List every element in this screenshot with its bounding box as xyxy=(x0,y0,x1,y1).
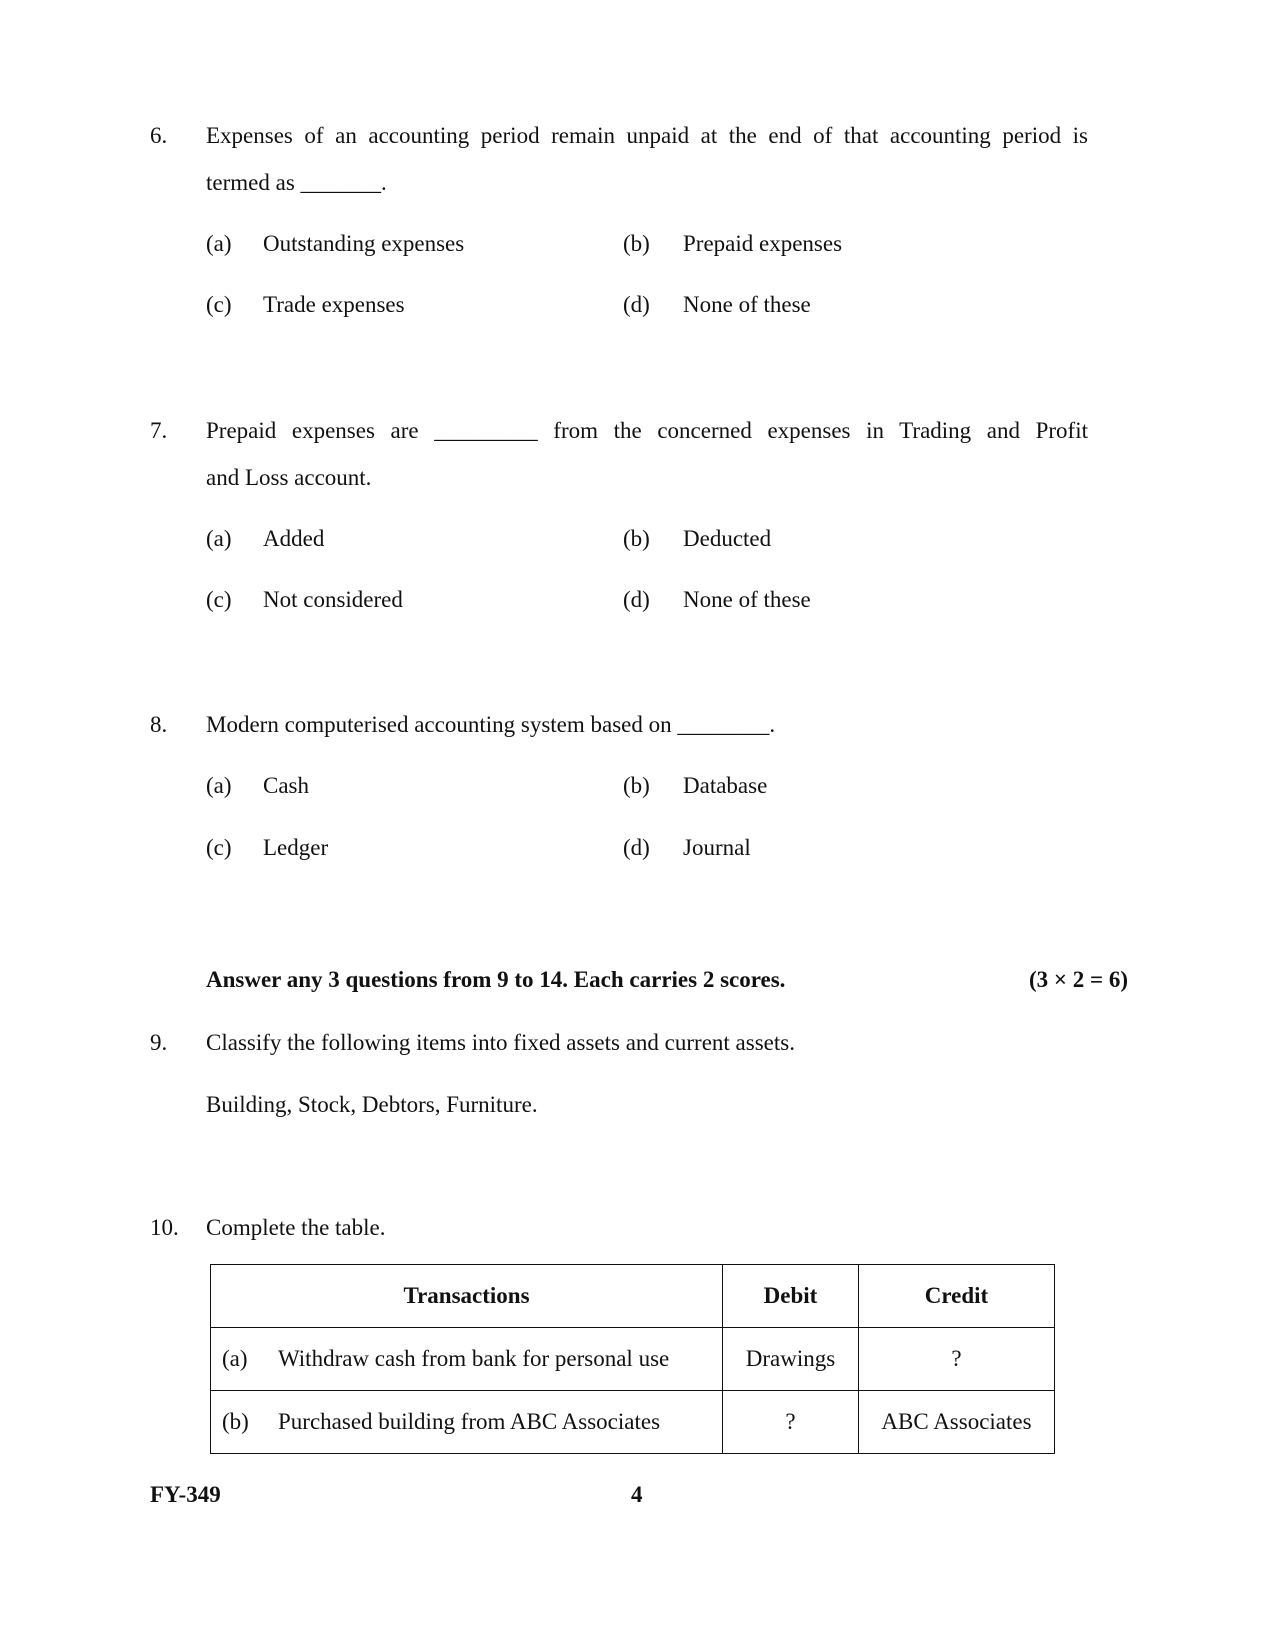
option-letter: (b) xyxy=(623,773,650,798)
option-letter: (d) xyxy=(623,835,650,860)
option-letter: (a) xyxy=(206,526,232,551)
question-number: 7. xyxy=(150,418,168,443)
option-text: None of these xyxy=(683,292,811,317)
paper-code: FY-349 xyxy=(150,1482,221,1507)
table-row xyxy=(211,1391,1055,1454)
question-stem-line1: Prepaid expenses are _________ from the concerned expenses in Trading and Profit xyxy=(206,418,1088,443)
page-number: 4 xyxy=(631,1482,643,1507)
option-text: Added xyxy=(263,526,325,551)
option-text: Outstanding expenses xyxy=(263,231,465,256)
option-text: Journal xyxy=(683,835,751,860)
transaction-text: Purchased building from ABC Associates xyxy=(278,1409,661,1435)
credit-cell: ABC Associates xyxy=(859,1391,1055,1454)
option-letter: (c) xyxy=(206,835,232,860)
option-letter: (d) xyxy=(623,292,650,317)
row-letter: (b) xyxy=(222,1409,249,1435)
option-letter: (a) xyxy=(206,773,232,798)
option-text: Not considered xyxy=(263,587,403,612)
credit-cell: ? xyxy=(859,1328,1055,1391)
question-number: 6. xyxy=(150,123,168,148)
question-stem-line1: Expenses of an accounting period remain unpaid at the end of that accounting period is xyxy=(206,123,1088,148)
question-stem-line2: and Loss account. xyxy=(206,465,372,490)
question-number: 9. xyxy=(150,1030,168,1055)
option-text: Prepaid expenses xyxy=(683,231,843,256)
question-stem-line1: Classify the following items into fixed assets and current assets. xyxy=(206,1030,795,1055)
table-header-row xyxy=(211,1265,1055,1328)
table-row xyxy=(211,1328,1055,1391)
option-letter: (c) xyxy=(206,587,232,612)
question-stem-line1: Modern computerised accounting system based on ________. xyxy=(206,712,776,737)
transaction-cell xyxy=(211,1391,723,1454)
option-letter: (b) xyxy=(623,231,650,256)
option-letter: (c) xyxy=(206,292,232,317)
option-text: Trade expenses xyxy=(263,292,405,317)
question-stem-line2: termed as _______. xyxy=(206,170,387,195)
header-credit: Credit xyxy=(859,1265,1055,1328)
section-marks: (3 × 2 = 6) xyxy=(1028,967,1128,992)
option-text: Database xyxy=(683,773,768,798)
section-instruction: Answer any 3 questions from 9 to 14. Each carries 2 scores. xyxy=(206,967,786,992)
option-text: Ledger xyxy=(263,835,329,860)
option-letter: (d) xyxy=(623,587,650,612)
transaction-cell xyxy=(211,1328,723,1391)
transaction-text: Withdraw cash from bank for personal use xyxy=(278,1346,670,1372)
option-letter: (b) xyxy=(623,526,650,551)
option-text: Deducted xyxy=(683,526,772,551)
transactions-table xyxy=(210,1264,1055,1454)
option-text: None of these xyxy=(683,587,811,612)
header-debit: Debit xyxy=(723,1265,859,1328)
question-stem-line2: Building, Stock, Debtors, Furniture. xyxy=(206,1092,538,1117)
question-stem: Complete the table. xyxy=(206,1215,386,1240)
row-letter: (a) xyxy=(222,1346,248,1372)
debit-cell: Drawings xyxy=(723,1328,859,1391)
question-number: 10. xyxy=(150,1215,179,1240)
option-letter: (a) xyxy=(206,231,232,256)
question-number: 8. xyxy=(150,712,168,737)
option-text: Cash xyxy=(263,773,309,798)
debit-cell: ? xyxy=(723,1391,859,1454)
header-transactions: Transactions xyxy=(211,1265,723,1328)
